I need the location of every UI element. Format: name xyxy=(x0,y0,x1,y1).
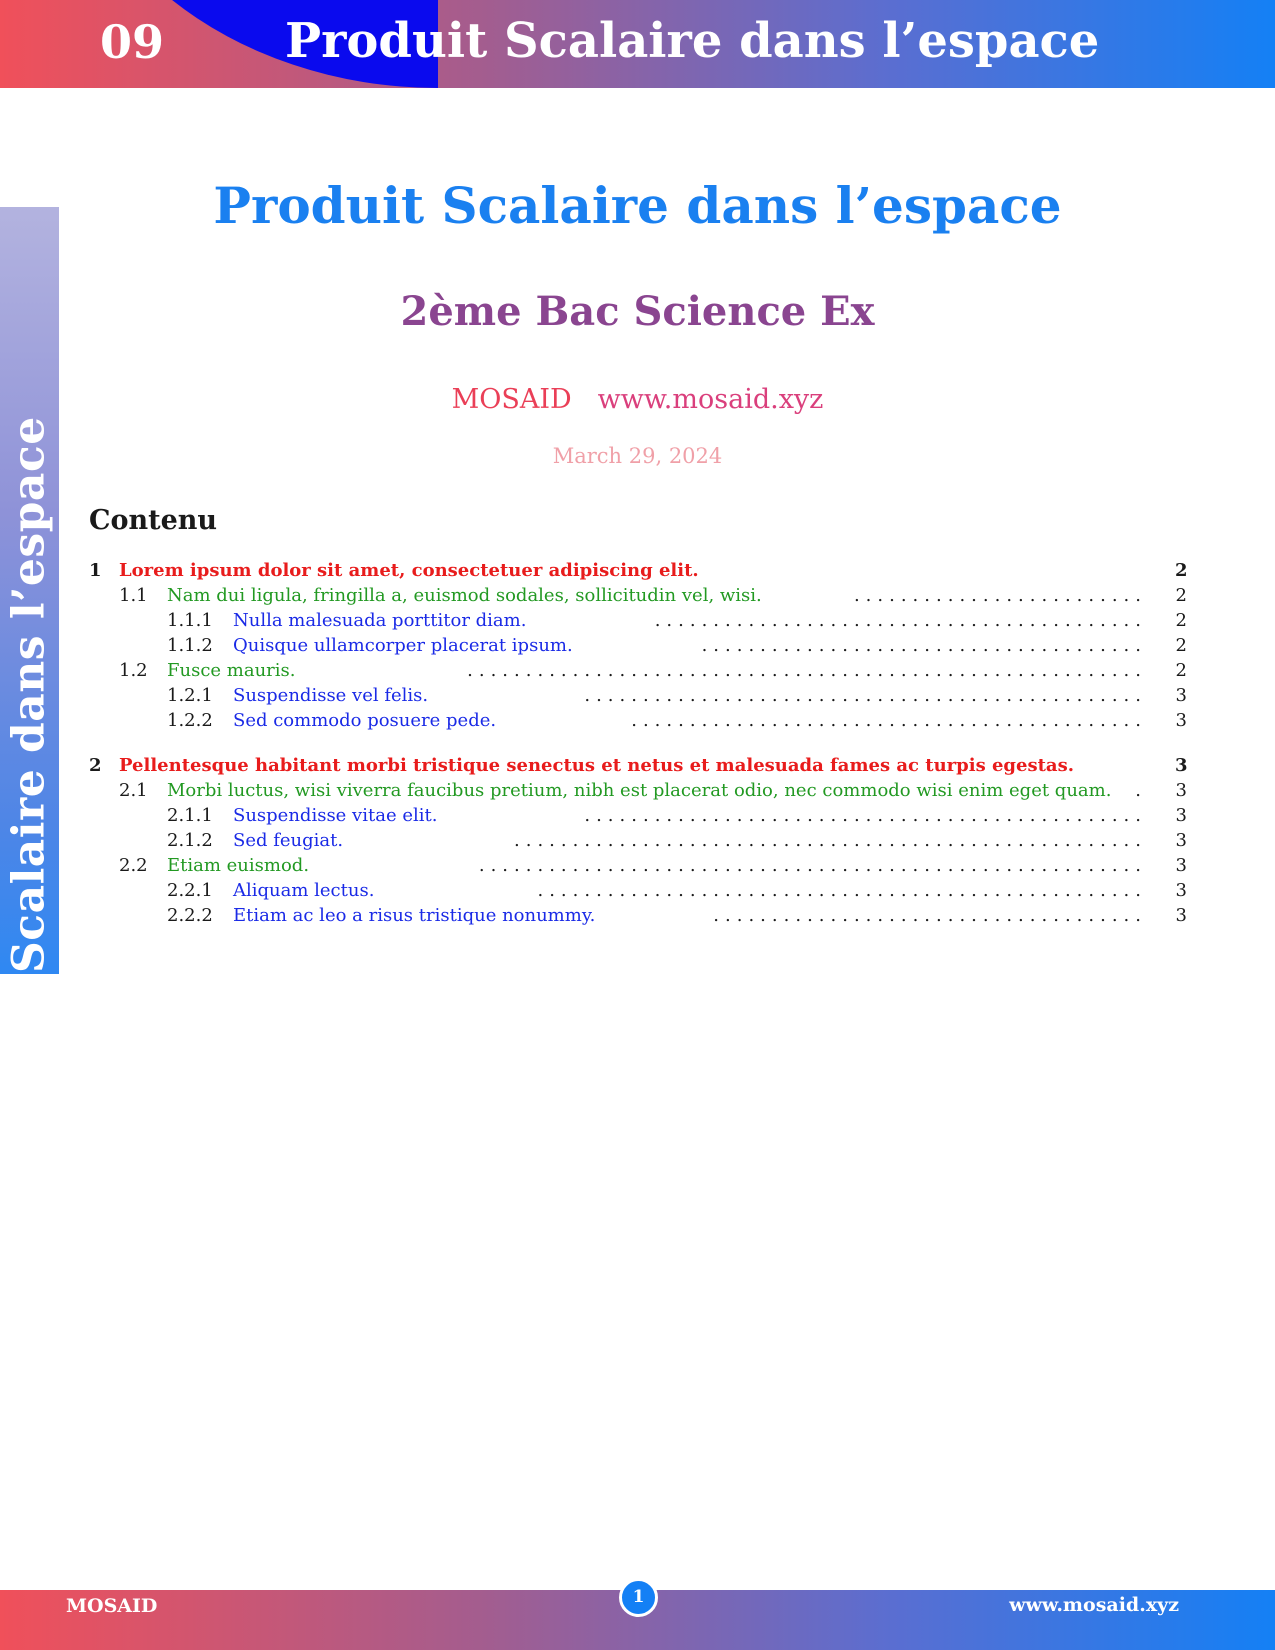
toc-entry-title[interactable]: Suspendisse vel felis. xyxy=(233,685,429,706)
toc-entry-number: 1.2.2 xyxy=(167,710,213,731)
toc-entry-title[interactable]: Fusce mauris. xyxy=(167,660,296,681)
table-of-contents xyxy=(89,558,1187,928)
toc-entry-title[interactable]: Etiam ac leo a risus tristique nonummy. xyxy=(233,905,596,926)
toc-leader-dots: . xyxy=(1135,780,1147,801)
toc-entry-page: 2 xyxy=(1175,585,1187,606)
toc-subsubsection-entry[interactable] xyxy=(89,608,1187,633)
page-number-badge: 1 xyxy=(619,1578,658,1617)
toc-leader-dots: .................................................... xyxy=(537,880,1147,901)
toc-entry-number: 1.2.1 xyxy=(167,685,213,706)
toc-entry-page: 2 xyxy=(1175,635,1187,656)
toc-subsubsection-entry[interactable] xyxy=(89,878,1187,903)
toc-entry-page: 3 xyxy=(1175,805,1187,826)
toc-leader-dots: ......................................................... xyxy=(478,855,1147,876)
toc-subsection-entry[interactable] xyxy=(89,583,1187,608)
toc-leader-dots: ...................................................... xyxy=(514,830,1147,851)
toc-entry-number: 2.1.1 xyxy=(167,805,213,826)
toc-entry-title[interactable]: Nam dui ligula, fringilla a, euismod sodales, sollicitudin vel, wisi. xyxy=(167,585,762,606)
toc-entry-title[interactable]: Pellentesque habitant morbi tristique senectus et netus et malesuada fames ac turpis egestas. xyxy=(119,755,1074,776)
toc-entry-number: 2.2 xyxy=(119,855,148,876)
toc-entry-title[interactable]: Nulla malesuada porttitor diam. xyxy=(233,610,527,631)
toc-leader-dots: ................................................ xyxy=(584,805,1147,826)
toc-entry-number: 1.1.1 xyxy=(167,610,213,631)
toc-entry-title[interactable]: Suspendisse vitae elit. xyxy=(233,805,438,826)
chapter-number: 09 xyxy=(100,15,165,69)
toc-entry-page: 2 xyxy=(1175,660,1187,681)
toc-entry-page: 2 xyxy=(1175,610,1187,631)
toc-section-entry[interactable] xyxy=(89,753,1187,778)
toc-leader-dots: ......................... xyxy=(853,585,1147,606)
toc-entry-number: 1.1.2 xyxy=(167,635,213,656)
toc-entry-number: 1 xyxy=(89,560,102,581)
header-banner xyxy=(0,0,1275,88)
author-name: MOSAID xyxy=(451,384,572,415)
document-subtitle: 2ème Bac Science Ex xyxy=(400,288,875,335)
toc-entry-title[interactable]: Sed feugiat. xyxy=(233,830,344,851)
side-band-title: Produit Scalaire dans l’espace xyxy=(3,416,55,1178)
toc-heading: Contenu xyxy=(89,505,218,536)
toc-subsection-entry[interactable] xyxy=(89,658,1187,683)
toc-subsubsection-entry[interactable] xyxy=(89,828,1187,853)
toc-leader-dots: ................................................ xyxy=(584,685,1147,706)
toc-entry-page: 3 xyxy=(1175,905,1187,926)
toc-subsubsection-entry[interactable] xyxy=(89,803,1187,828)
toc-entry-page: 3 xyxy=(1175,710,1187,731)
toc-entry-page: 3 xyxy=(1175,830,1187,851)
toc-subsection-entry[interactable] xyxy=(89,778,1187,803)
toc-entry-page: 3 xyxy=(1175,685,1187,706)
toc-subsubsection-entry[interactable] xyxy=(89,683,1187,708)
toc-entry-number: 1.1 xyxy=(119,585,148,606)
document-date: March 29, 2024 xyxy=(552,444,723,468)
author-line xyxy=(0,384,1275,415)
toc-entry-title[interactable]: Morbi luctus, wisi viverra faucibus pretium, nibh est placerat odio, nec commodo wisi enim eget quam. xyxy=(167,780,1112,801)
footer-website-link[interactable]: www.mosaid.xyz xyxy=(1009,1594,1179,1616)
toc-leader-dots: .......................................................... xyxy=(467,660,1147,681)
toc-subsubsection-entry[interactable] xyxy=(89,903,1187,928)
toc-entry-number: 2.2.2 xyxy=(167,905,213,926)
toc-entry-page: 3 xyxy=(1175,855,1187,876)
toc-subsubsection-entry[interactable] xyxy=(89,633,1187,658)
toc-entry-title[interactable]: Quisque ullamcorper placerat ipsum. xyxy=(233,635,573,656)
toc-entry-page: 2 xyxy=(1175,560,1188,581)
toc-leader-dots: ...................................... xyxy=(701,635,1147,656)
toc-entry-title[interactable]: Aliquam lectus. xyxy=(233,880,375,901)
toc-entry-number: 1.2 xyxy=(119,660,148,681)
toc-entry-title[interactable]: Sed commodo posuere pede. xyxy=(233,710,497,731)
toc-entry-number: 2.1.2 xyxy=(167,830,213,851)
toc-section-entry[interactable] xyxy=(89,558,1187,583)
toc-leader-dots: ............................................ xyxy=(631,710,1147,731)
toc-entry-number: 2 xyxy=(89,755,102,776)
toc-subsection-entry[interactable] xyxy=(89,853,1187,878)
footer-author: MOSAID xyxy=(66,1595,158,1617)
document-title: Produit Scalaire dans l’espace xyxy=(213,176,1062,235)
toc-entry-page: 3 xyxy=(1175,780,1187,801)
toc-leader-dots: ..................................... xyxy=(713,905,1147,926)
toc-leader-dots: .......................................... xyxy=(654,610,1147,631)
author-website-link[interactable]: www.mosaid.xyz xyxy=(597,384,824,415)
toc-entry-title[interactable]: Lorem ipsum dolor sit amet, consectetuer adipiscing elit. xyxy=(119,560,699,581)
header-title: Produit Scalaire dans l’espace xyxy=(285,13,1100,69)
toc-subsubsection-entry[interactable] xyxy=(89,708,1187,733)
toc-entry-page: 3 xyxy=(1175,880,1187,901)
toc-entry-number: 2.2.1 xyxy=(167,880,213,901)
toc-entry-page: 3 xyxy=(1175,755,1188,776)
toc-entry-title[interactable]: Etiam euismod. xyxy=(167,855,310,876)
toc-entry-number: 2.1 xyxy=(119,780,148,801)
